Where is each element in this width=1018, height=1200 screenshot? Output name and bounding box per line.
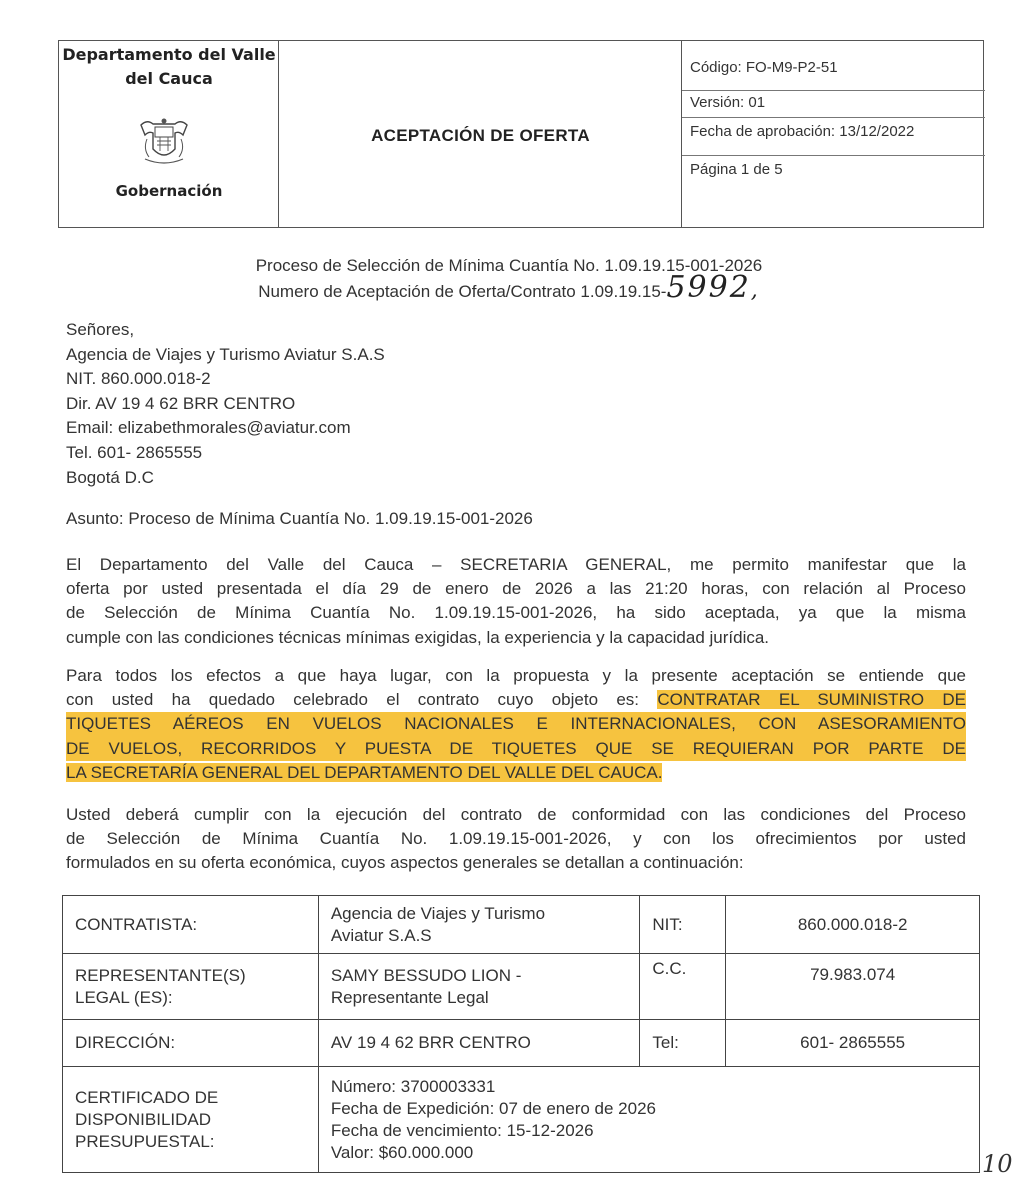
legal-rep-label-line: LEGAL (ES): bbox=[75, 987, 173, 1007]
header-title-cell bbox=[279, 41, 682, 227]
cdp-expiry-date: Fecha de vencimiento: 15-12-2026 bbox=[330, 1120, 594, 1140]
paragraph-2 bbox=[66, 664, 966, 785]
contract-object-intro: con usted ha quedado celebrado el contrato cuyo objeto es: bbox=[66, 690, 658, 710]
cc-value: 79.983.074 bbox=[726, 954, 980, 1020]
handwritten-contract-number: 5992 bbox=[666, 270, 751, 305]
entity-name: Gobernación bbox=[115, 182, 223, 200]
paragraph-line bbox=[66, 737, 966, 761]
table-row bbox=[63, 896, 980, 954]
legal-rep-value-line: SAMY BESSUDO LION - bbox=[330, 965, 522, 985]
recipient-email: Email: elizabethmorales@aviatur.com bbox=[66, 418, 351, 438]
recipient-phone: Tel. 601- 2865555 bbox=[66, 442, 203, 462]
paragraph-line bbox=[66, 712, 966, 736]
department-line-2: del Cauca bbox=[125, 69, 213, 88]
cdp-label-line: PRESUPUESTAL: bbox=[75, 1131, 215, 1151]
document-title: ACEPTACIÓN DE OFERTA bbox=[371, 126, 590, 145]
legal-rep-value bbox=[318, 954, 640, 1020]
divider bbox=[682, 155, 985, 156]
paragraph-1 bbox=[66, 553, 966, 650]
table-row bbox=[63, 1020, 980, 1067]
acceptance-number-line: Numero de Aceptación de Oferta/Contrato 1.09.19.15-5992, bbox=[258, 270, 760, 305]
header-meta-cell bbox=[682, 41, 985, 227]
tel-value: 601- 2865555 bbox=[726, 1020, 980, 1067]
paragraph-line: formulados en su oferta económica, cuyos aspectos generales se detallan a continuación: bbox=[66, 853, 744, 873]
recipient-nit: NIT. 860.000.018-2 bbox=[66, 369, 211, 389]
recipient-company: Agencia de Viajes y Turismo Aviatur S.A.S bbox=[66, 344, 385, 364]
greeting: Señores, bbox=[66, 320, 135, 339]
doc-version: Versión: 01 bbox=[690, 94, 766, 111]
doc-code: Código: FO-M9-P2-51 bbox=[690, 59, 838, 76]
divider bbox=[682, 117, 985, 118]
contractor-label: CONTRATISTA: bbox=[63, 896, 319, 954]
legal-rep-label bbox=[63, 954, 319, 1020]
document-header bbox=[58, 40, 984, 228]
process-number-line: Proceso de Selección de Mínima Cuantía No. 1.09.19.15-001-2026 bbox=[255, 256, 763, 275]
table-row bbox=[63, 1067, 980, 1173]
cc-label: C.C. bbox=[640, 954, 726, 1020]
cdp-number: Número: 3700003331 bbox=[330, 1076, 496, 1096]
paragraph-line: cumple con las condiciones técnicas mínimas exigidas, la experiencia y la capacidad jurídica. bbox=[66, 627, 770, 647]
recipient-address: Dir. AV 19 4 62 BRR CENTRO bbox=[66, 393, 296, 413]
approval-date: Fecha de aprobación: 13/12/2022 bbox=[690, 123, 915, 140]
paragraph-line: de Selección de Mínima Cuantía No. 1.09.19.15-001-2026, y con los ofrecimientos por usted bbox=[66, 829, 966, 849]
recipient-city: Bogotá D.C bbox=[66, 467, 154, 487]
acceptance-number-prefix: Numero de Aceptación de Oferta/Contrato 1.09.19.15- bbox=[258, 282, 667, 301]
subject-text: Asunto: Proceso de Mínima Cuantía No. 1.09.19.15-001-2026 bbox=[66, 509, 533, 528]
legal-rep-value-line: Representante Legal bbox=[330, 987, 489, 1007]
paragraph-line bbox=[66, 688, 966, 712]
paragraph-line bbox=[66, 761, 966, 785]
contract-info-table bbox=[62, 895, 980, 1173]
handwritten-margin-note: 10 bbox=[982, 1150, 1013, 1178]
department-name bbox=[59, 43, 279, 91]
nit-label: NIT: bbox=[640, 896, 726, 954]
contractor-value-line: Agencia de Viajes y Turismo bbox=[330, 903, 546, 923]
cdp-label bbox=[63, 1067, 319, 1173]
table-row bbox=[63, 954, 980, 1020]
paragraph-line: Para todos los efectos a que haya lugar, con la propuesta y la presente aceptación se entiende que bbox=[66, 666, 966, 685]
highlighted-contract-object: TIQUETES AÉREOS EN VUELOS NACIONALES E INTERNACIONALES, CON ASESORAMIENTO bbox=[66, 712, 966, 736]
cdp-label-line: CERTIFICADO DE bbox=[75, 1087, 219, 1107]
cdp-issue-date: Fecha de Expedición: 07 de enero de 2026 bbox=[330, 1098, 656, 1118]
nit-value: 860.000.018-2 bbox=[726, 896, 980, 954]
contractor-value bbox=[318, 896, 640, 954]
address-value: AV 19 4 62 BRR CENTRO bbox=[318, 1020, 640, 1067]
page-number: Página 1 de 5 bbox=[690, 161, 783, 178]
contractor-value-line: Aviatur S.A.S bbox=[330, 925, 432, 945]
highlighted-contract-object: LA SECRETARÍA GENERAL DEL DEPARTAMENTO DEL VALLE DEL CAUCA. bbox=[66, 762, 663, 782]
subject-line bbox=[66, 507, 966, 531]
tel-label: Tel: bbox=[640, 1020, 726, 1067]
paragraph-line: El Departamento del Valle del Cauca – SECRETARIA GENERAL, me permito manifestar que la bbox=[66, 555, 966, 574]
address-label: DIRECCIÓN: bbox=[63, 1020, 319, 1067]
paragraph-line: Usted deberá cumplir con la ejecución del contrato de conformidad con las condiciones del Proceso bbox=[66, 805, 966, 824]
recipient-block bbox=[66, 318, 385, 490]
paragraph-line: oferta por usted presentada el día 29 de enero de 2026 a las 21:20 horas, con relación al Proceso bbox=[66, 579, 966, 599]
highlighted-contract-object: CONTRATAR EL SUMINISTRO DE bbox=[657, 690, 966, 710]
highlighted-contract-object: DE VUELOS, RECORRIDOS Y PUESTA DE TIQUETES QUE SE REQUIERAN POR PARTE DE bbox=[66, 737, 966, 761]
coat-of-arms-icon bbox=[133, 115, 195, 167]
cdp-label-line: DISPONIBILIDAD bbox=[75, 1109, 212, 1129]
paragraph-line: de Selección de Mínima Cuantía No. 1.09.19.15-001-2026, ha sido aceptada, ya que la misma bbox=[66, 603, 966, 623]
legal-rep-label-line: REPRESENTANTE(S) bbox=[75, 965, 246, 985]
paragraph-3 bbox=[66, 803, 966, 876]
department-line-1: Departamento del Valle bbox=[62, 45, 276, 64]
cdp-value: Valor: $60.000.000 bbox=[330, 1142, 474, 1162]
header-logo-cell bbox=[59, 41, 279, 227]
cdp-details bbox=[318, 1067, 979, 1173]
divider bbox=[682, 90, 985, 91]
